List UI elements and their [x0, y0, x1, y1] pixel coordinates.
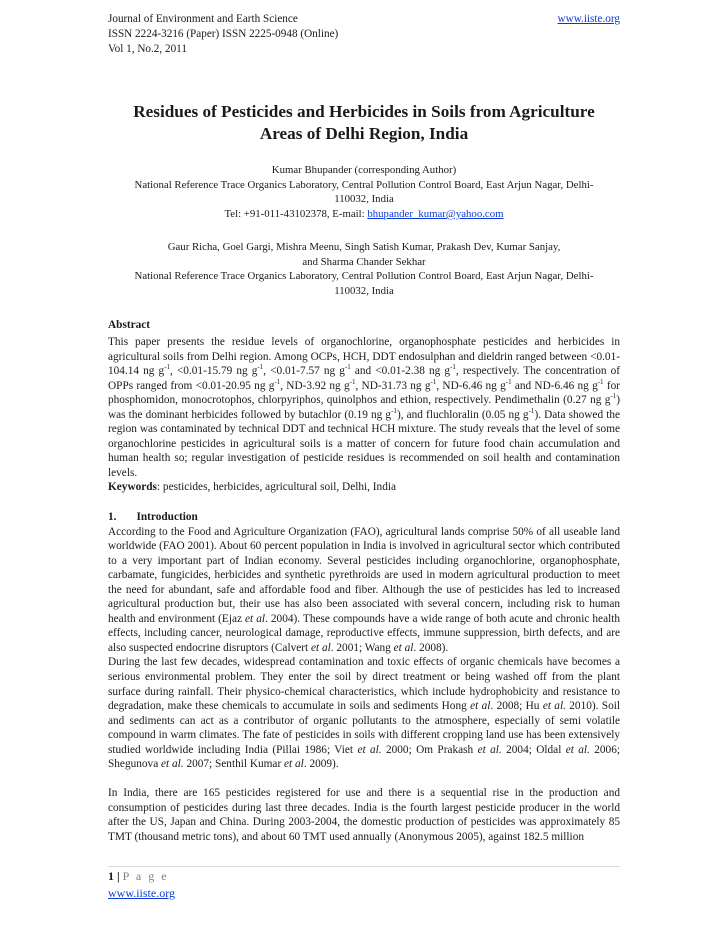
journal-name: Journal of Environment and Earth Science	[108, 13, 298, 25]
author-block-2	[94, 240, 634, 298]
page-footer	[108, 868, 175, 902]
keywords-line	[108, 480, 620, 495]
page-word: P a g e	[122, 869, 169, 883]
page-indicator	[108, 868, 175, 885]
author-corresponding: Kumar Bhupander (corresponding Author)	[271, 164, 457, 176]
journal-header	[108, 12, 620, 57]
coauthors-line-2: and Sharma Chander Sekhar	[302, 255, 426, 268]
paragraph-spacer	[108, 772, 620, 787]
intro-paragraph-3: In India, there are 165 pesticides registered for use and there is a sequential rise in the production and consumption of pesticides during last three decades. India is the fourth largest pesticide producer in the world after the US, Japan and China. During 2003-2004, the domestic production of pesticides was approximately 85 TMT (thousand metric tons), and about 60 TMT used annually (Anonymous 2005), against 182.5 million	[108, 787, 620, 844]
coauthor-affiliation-line-1: National Reference Trace Organics Laboratory, Central Pollution Control Board, East Arjun Nagar, Delhi-	[134, 270, 594, 283]
footer-website-link[interactable]: www.iiste.org	[108, 886, 175, 900]
abstract-body	[108, 335, 620, 495]
journal-website-link[interactable]: www.iiste.org	[557, 13, 620, 25]
introduction-heading: 1. Introduction	[108, 511, 198, 523]
coauthors-line-1: Gaur Richa, Goel Gargi, Mishra Meenu, Singh Satish Kumar, Prakash Dev, Kumar Sanjay,	[167, 241, 561, 253]
paper-title	[108, 101, 620, 145]
intro-paragraph-1: According to the Food and Agriculture Organization (FAO), agricultural lands comprise 50% of all useable land worldwide (FAO 2001). About 60 percent population in India is involved in agricultural sector which contributed to a very important part of Indian economy. Several pesticides including organochlorine, organophosphate, carbamate, fungicides, herbicides and synthetic pyrethroids are used in modern agricultural production to meet the need for abundant, safe and affordable food and fiber. Although the use of pesticides has led to increased agricultural production but, their use has also been associated with several concern, including risk to human health and environment (Ejaz et al. 2004). These compounds have a wide range of both acute and chronic health effects, including cancer, neurological damage, reproductive effects, immune suppression, birth defects, and are also suspected endocrine disruptors (Calvert et al. 2001; Wang et al. 2008).	[108, 525, 621, 654]
title-line-2: Areas of Delhi Region, India	[259, 124, 469, 143]
journal-issn: ISSN 2224-3216 (Paper) ISSN 2225-0948 (Online)	[108, 28, 339, 40]
contact-phone: Tel: +91-011-43102378, E-mail:	[224, 207, 368, 220]
page-separator: |	[114, 869, 123, 883]
introduction-section	[108, 510, 620, 845]
affiliation-line-1: National Reference Trace Organics Laboratory, Central Pollution Control Board, East Arjun Nagar, Delhi-	[134, 178, 594, 191]
affiliation-line-2: 110032, India	[334, 193, 394, 206]
abstract-paragraph: This paper presents the residue levels of organochlorine, organophosphate pesticides and herbicides in agricultural soils from Delhi region. Among OCPs, HCH, DDT endosulphan and dieldrin ranged between <0.01-104.14 ng $g^{-1}$, <0.01-15.79 ng $g^{-1}$, <0.01-7.57 ng $g^{-1}$ and <0.01-2.38 ng $g^{-1}$, respectively. The concentration of OPPs ranged from <0.01-20.95 ng $g^{-1}$, ND-3.92 ng $g^{-1}$, ND-31.73 ng $g^{-1}$, ND-6.46 ng $g^{-1}$ and ND-6.46 ng $g^{-1}$ for phosphomidon, monocrotophos, chlorpyriphos, quinolphos and ethion, respectively. Pendimethalin (0.27 ng $g^{-1}$) was the dominant herbicides followed by butachlor (0.19 ng $g^{-1}$), and fluchloralin (0.05 ng $g^{-1}$). Data showed the region was contaminated by technical DDT and technical HCH mixture. The study reveals that the level of some organochlorine pesticides in agricultural soils is a matter of concern for future food chain accumulation and human health so; regular investigation of pesticide residues is recommended on soil health and contamination levels.	[108, 336, 621, 479]
contact-line	[94, 207, 634, 222]
keywords-text: : pesticides, herbicides, agricultural soil, Delhi, India	[156, 481, 397, 494]
title-line-1: Residues of Pesticides and Herbicides in Soils from Agriculture	[133, 102, 595, 121]
keywords-label: Keywords	[108, 481, 157, 494]
author-email-link[interactable]: bhupander_kumar@yahoo.com	[367, 207, 504, 220]
author-block-1	[94, 163, 634, 221]
abstract-heading: Abstract	[108, 319, 151, 331]
coauthor-affiliation-line-2: 110032, India	[334, 284, 394, 297]
intro-paragraph-2: During the last few decades, widespread contamination and toxic effects of organic chemicals have becomes a serious environmental problem. They enter the soil by direct treatment or being washed off from the plant surface during rainfall. Their physico-chemical characteristics, which include hydrophobicity and resistance to degradation, make these chemicals to accumulate in soils and sediments Hong et al. 2008; Hu et al. 2010). Soil and sediments can act as a contributor of organic pollutants to the atmosphere, especially of semi volatile compound in warm climates. The fate of pesticides in soils with different cropping land use has been extensively studied worldwide including India (Pillai 1986; Viet et al. 2000; Om Prakash et al. 2004; Oldal et al. 2006; Shegunova et al. 2007; Senthil Kumar et al. 2009).	[108, 656, 620, 771]
footer-divider	[108, 866, 620, 867]
page-number: 1	[108, 869, 114, 883]
journal-volume: Vol 1, No.2, 2011	[108, 43, 187, 55]
